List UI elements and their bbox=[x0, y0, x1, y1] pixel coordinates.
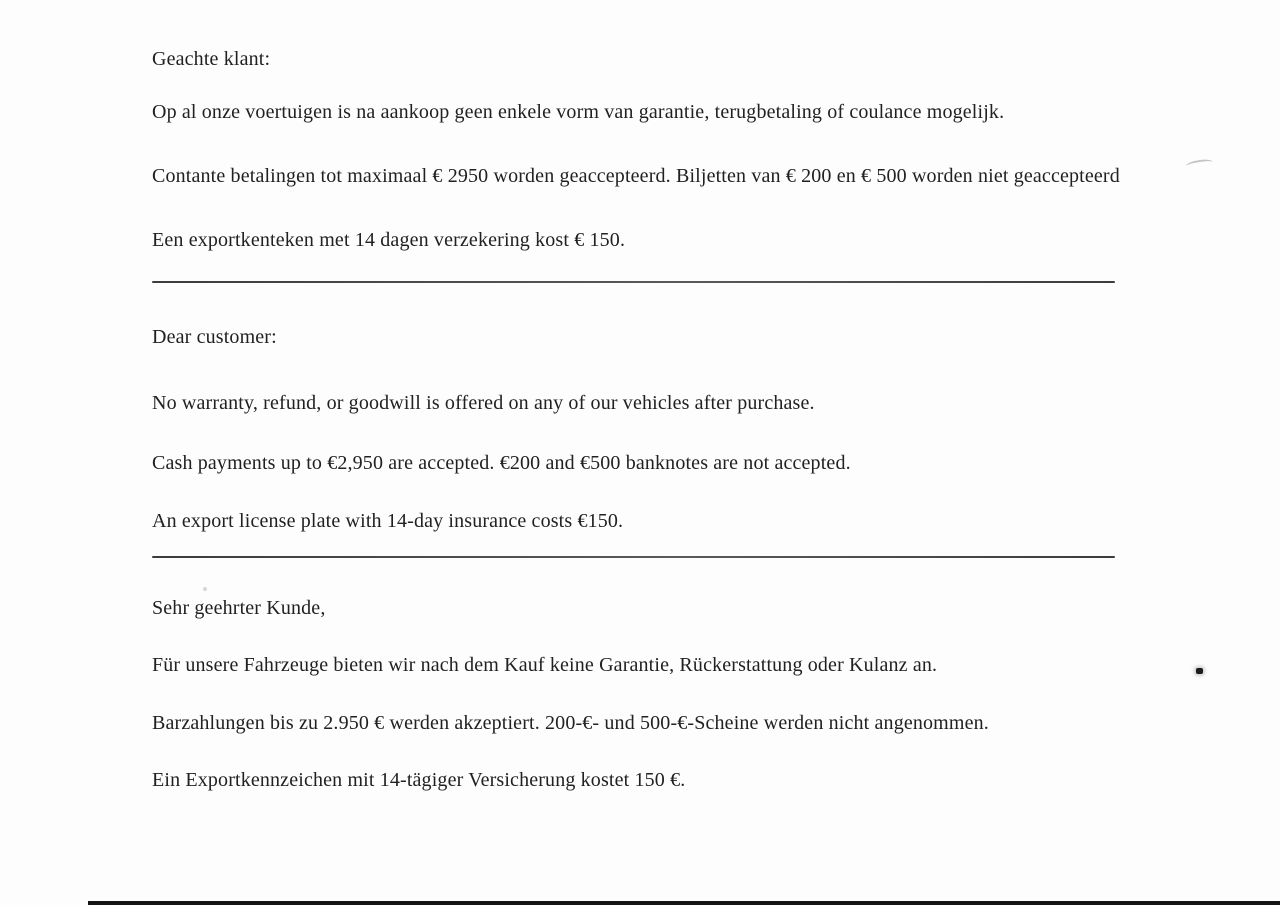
english-line-cash-payments: Cash payments up to €2,950 are accepted. €200 and €500 banknotes are not accepted. bbox=[152, 452, 851, 474]
scanner-edge-strip bbox=[88, 901, 1280, 905]
dutch-line-export-plate: Een exportkenteken met 14 dagen verzekering kost € 150. bbox=[152, 229, 626, 251]
scan-artifact-ink-speck bbox=[1196, 668, 1203, 674]
section-divider-1 bbox=[152, 281, 1115, 283]
dutch-line-cash-payments: Contante betalingen tot maximaal € 2950 worden geaccepteerd. Biljetten van € 200 en € 500 worden niet geaccepteerd bbox=[152, 165, 1120, 187]
section-divider-2 bbox=[152, 556, 1115, 558]
english-line-export-plate: An export license plate with 14-day insurance costs €150. bbox=[152, 510, 624, 532]
german-greeting: Sehr geehrter Kunde, bbox=[152, 597, 326, 619]
english-greeting: Dear customer: bbox=[152, 326, 277, 348]
german-line-export-plate: Ein Exportkennzeichen mit 14-tägiger Versicherung kostet 150 €. bbox=[152, 769, 686, 791]
scan-artifact-squiggle bbox=[1186, 158, 1214, 171]
english-line-warranty: No warranty, refund, or goodwill is offered on any of our vehicles after purchase. bbox=[152, 392, 815, 414]
german-line-cash-payments: Barzahlungen bis zu 2.950 € werden akzeptiert. 200-€- und 500-€-Scheine werden nicht angenommen. bbox=[152, 712, 989, 734]
dutch-greeting: Geachte klant: bbox=[152, 48, 271, 70]
german-line-warranty: Für unsere Fahrzeuge bieten wir nach dem Kauf keine Garantie, Rückerstattung oder Kulanz an. bbox=[152, 654, 938, 676]
dutch-line-warranty: Op al onze voertuigen is na aankoop geen enkele vorm van garantie, terugbetaling of coulance mogelijk. bbox=[152, 101, 1005, 123]
scan-artifact-faint-dot bbox=[203, 587, 207, 591]
